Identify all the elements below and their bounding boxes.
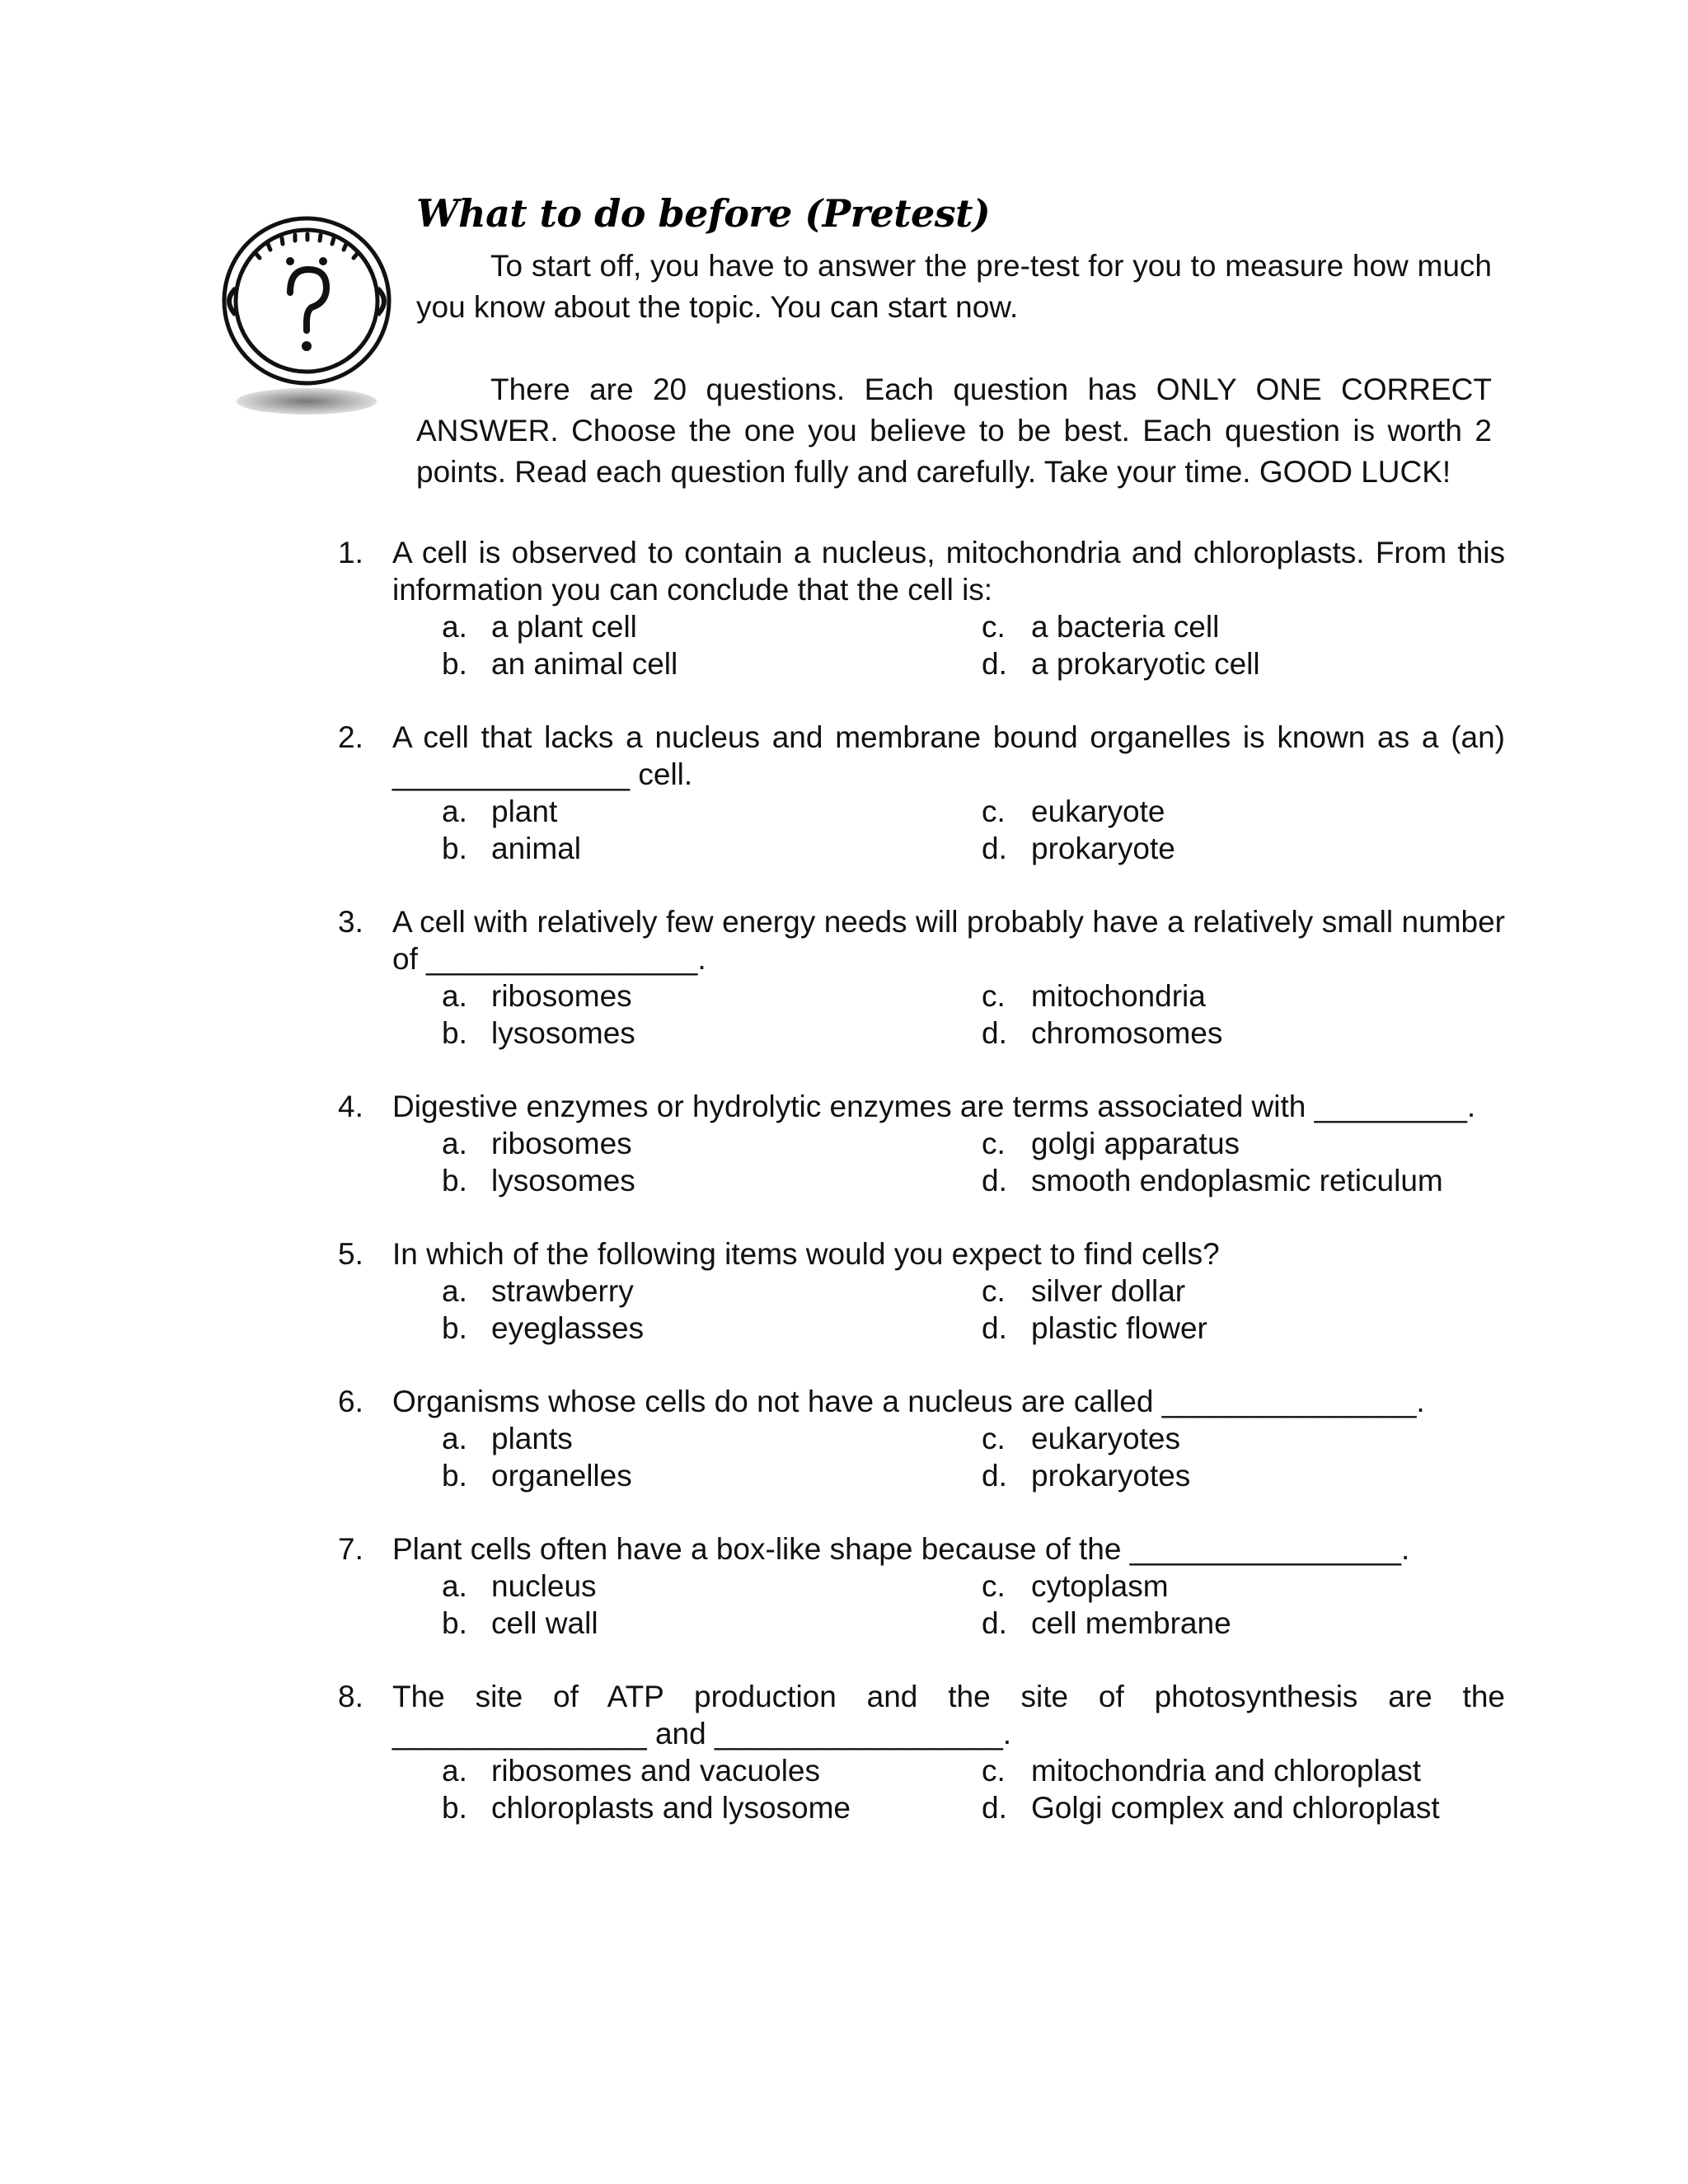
option <box>442 1605 982 1642</box>
option-text: a bacteria cell <box>1031 610 1220 644</box>
option-letter: c. <box>982 794 1006 828</box>
option <box>442 1457 982 1494</box>
option-list <box>442 608 1508 682</box>
option-list <box>442 1568 1508 1642</box>
option-letter: b. <box>442 647 467 681</box>
option-text: mitochondria <box>1031 979 1206 1013</box>
option-list <box>442 1272 1508 1347</box>
option-text: animal <box>491 832 581 865</box>
option-text: lysosomes <box>491 1164 635 1197</box>
option-text: golgi apparatus <box>1031 1127 1240 1160</box>
option-text: an animal cell <box>491 647 678 681</box>
option <box>442 1310 982 1347</box>
option-letter: d. <box>982 1311 1007 1345</box>
option <box>982 645 1559 682</box>
option-text: ribosomes and vacuoles <box>491 1754 820 1788</box>
option-letter: b. <box>442 1459 467 1493</box>
option-text: plants <box>491 1422 573 1455</box>
option-text: a plant cell <box>491 610 637 644</box>
option-text: smooth endoplasmic reticulum <box>1031 1164 1443 1197</box>
option <box>982 1789 1559 1826</box>
option-letter: d. <box>982 647 1007 681</box>
option-letter: b. <box>442 1016 467 1050</box>
question-8 <box>338 1678 1508 1826</box>
question-text: Organisms whose cells do not have a nucleus are called _______________. <box>392 1385 1425 1418</box>
option <box>982 1605 1559 1642</box>
option <box>442 1125 982 1162</box>
option <box>982 1420 1559 1457</box>
option <box>982 1162 1559 1199</box>
option-text: lysosomes <box>491 1016 635 1050</box>
question-text: A cell that lacks a nucleus and membrane bound organelles is known as a (an) ______________ cell. <box>392 720 1505 791</box>
option-text: ribosomes <box>491 979 632 1013</box>
option-text: strawberry <box>491 1274 634 1308</box>
option-text: chromosomes <box>1031 1016 1223 1050</box>
option-letter: c. <box>982 1422 1006 1455</box>
option <box>982 977 1559 1015</box>
option-letter: a. <box>442 1569 467 1603</box>
question-mark-head-icon <box>214 210 404 424</box>
option <box>982 1310 1559 1347</box>
option-text: cell wall <box>491 1606 598 1640</box>
option-text: prokaryotes <box>1031 1459 1191 1493</box>
option-letter: a. <box>442 1422 467 1455</box>
option-text: organelles <box>491 1459 632 1493</box>
option <box>442 977 982 1015</box>
question-6 <box>338 1383 1508 1494</box>
option-letter: a. <box>442 610 467 644</box>
option-text: eukaryotes <box>1031 1422 1180 1455</box>
intro-text: To start off, you have to answer the pre-test for you to measure how much you know about the topic. You can start now. <box>416 249 1492 324</box>
option <box>982 1015 1559 1052</box>
option-letter: c. <box>982 1754 1006 1788</box>
question-list <box>338 534 1508 1863</box>
question-text: Digestive enzymes or hydrolytic enzymes are terms associated with _________. <box>392 1090 1476 1123</box>
intro-paragraph-2 <box>416 369 1492 493</box>
question-text: Plant cells often have a box-like shape because of the ________________. <box>392 1532 1410 1566</box>
option-letter: d. <box>982 1606 1007 1640</box>
question-text: The site of ATP production and the site of photosynthesis are the _______________ and _________________. <box>392 1680 1505 1750</box>
option <box>982 1272 1559 1310</box>
question-2 <box>338 719 1508 867</box>
option-letter: c. <box>982 1127 1006 1160</box>
question-number: 1. <box>338 536 363 569</box>
question-number: 8. <box>338 1680 363 1713</box>
question-4 <box>338 1088 1508 1199</box>
intro-text: There are 20 questions. Each question has ONLY ONE CORRECT ANSWER. Choose the one you believe to be best. Each question is worth 2 points. Read each question fully and carefully. Take your time. GOOD LUCK! <box>416 373 1492 489</box>
option <box>982 1752 1559 1789</box>
option-letter: d. <box>982 1164 1007 1197</box>
option-list <box>442 977 1508 1052</box>
question-number: 4. <box>338 1090 363 1123</box>
option-letter: c. <box>982 1569 1006 1603</box>
question-number: 5. <box>338 1237 363 1271</box>
option-letter: a. <box>442 1127 467 1160</box>
option-letter: d. <box>982 1459 1007 1493</box>
option <box>442 1015 982 1052</box>
question-text: In which of the following items would you expect to find cells? <box>392 1237 1220 1271</box>
option-letter: b. <box>442 1311 467 1345</box>
question-text: A cell is observed to contain a nucleus, mitochondria and chloroplasts. From this information you can conclude that the cell is: <box>392 536 1505 607</box>
option <box>442 645 982 682</box>
question-number: 3. <box>338 905 363 939</box>
question-text: A cell with relatively few energy needs will probably have a relatively small number of ________________. <box>392 905 1505 976</box>
question-7 <box>338 1530 1508 1642</box>
option-text: chloroplasts and lysosome <box>491 1791 851 1825</box>
option-text: eukaryote <box>1031 794 1165 828</box>
question-number: 7. <box>338 1532 363 1566</box>
option-letter: b. <box>442 1164 467 1197</box>
option-list <box>442 1420 1508 1494</box>
option <box>442 1420 982 1457</box>
option-letter: c. <box>982 1274 1006 1308</box>
question-5 <box>338 1235 1508 1347</box>
option <box>442 1752 982 1789</box>
option-text: plant <box>491 794 558 828</box>
option <box>442 830 982 867</box>
section-heading: What to do before (Pretest) <box>416 191 991 236</box>
option-list <box>442 1125 1508 1199</box>
option <box>982 608 1559 645</box>
option-text: mitochondria and chloroplast <box>1031 1754 1422 1788</box>
option-letter: a. <box>442 1274 467 1308</box>
option <box>982 793 1559 830</box>
option <box>442 793 982 830</box>
intro-paragraph-1 <box>416 246 1492 328</box>
option-list <box>442 793 1508 867</box>
option <box>442 1789 982 1826</box>
option-text: ribosomes <box>491 1127 632 1160</box>
option-letter: b. <box>442 1606 467 1640</box>
option-text: cell membrane <box>1031 1606 1231 1640</box>
option-letter: a. <box>442 979 467 1013</box>
option <box>442 608 982 645</box>
option <box>982 830 1559 867</box>
option <box>442 1272 982 1310</box>
question-1 <box>338 534 1508 682</box>
option <box>442 1568 982 1605</box>
option-text: a prokaryotic cell <box>1031 647 1260 681</box>
option-text: nucleus <box>491 1569 597 1603</box>
option-letter: c. <box>982 979 1006 1013</box>
option-list <box>442 1752 1508 1826</box>
option <box>982 1568 1559 1605</box>
option <box>982 1457 1559 1494</box>
option-text: silver dollar <box>1031 1274 1186 1308</box>
option-letter: a. <box>442 1754 467 1788</box>
option-text: plastic flower <box>1031 1311 1207 1345</box>
option-text: cytoplasm <box>1031 1569 1169 1603</box>
option-text: eyeglasses <box>491 1311 645 1345</box>
option-letter: a. <box>442 794 467 828</box>
option-letter: d. <box>982 1016 1007 1050</box>
option-letter: b. <box>442 1791 467 1825</box>
question-number: 2. <box>338 720 363 754</box>
option-letter: d. <box>982 832 1007 865</box>
option-text: Golgi complex and chloroplast <box>1031 1791 1440 1825</box>
question-number: 6. <box>338 1385 363 1418</box>
question-3 <box>338 903 1508 1052</box>
option-letter: b. <box>442 832 467 865</box>
option-letter: d. <box>982 1791 1007 1825</box>
option <box>442 1162 982 1199</box>
option-text: prokaryote <box>1031 832 1175 865</box>
option-letter: c. <box>982 610 1006 644</box>
option <box>982 1125 1559 1162</box>
